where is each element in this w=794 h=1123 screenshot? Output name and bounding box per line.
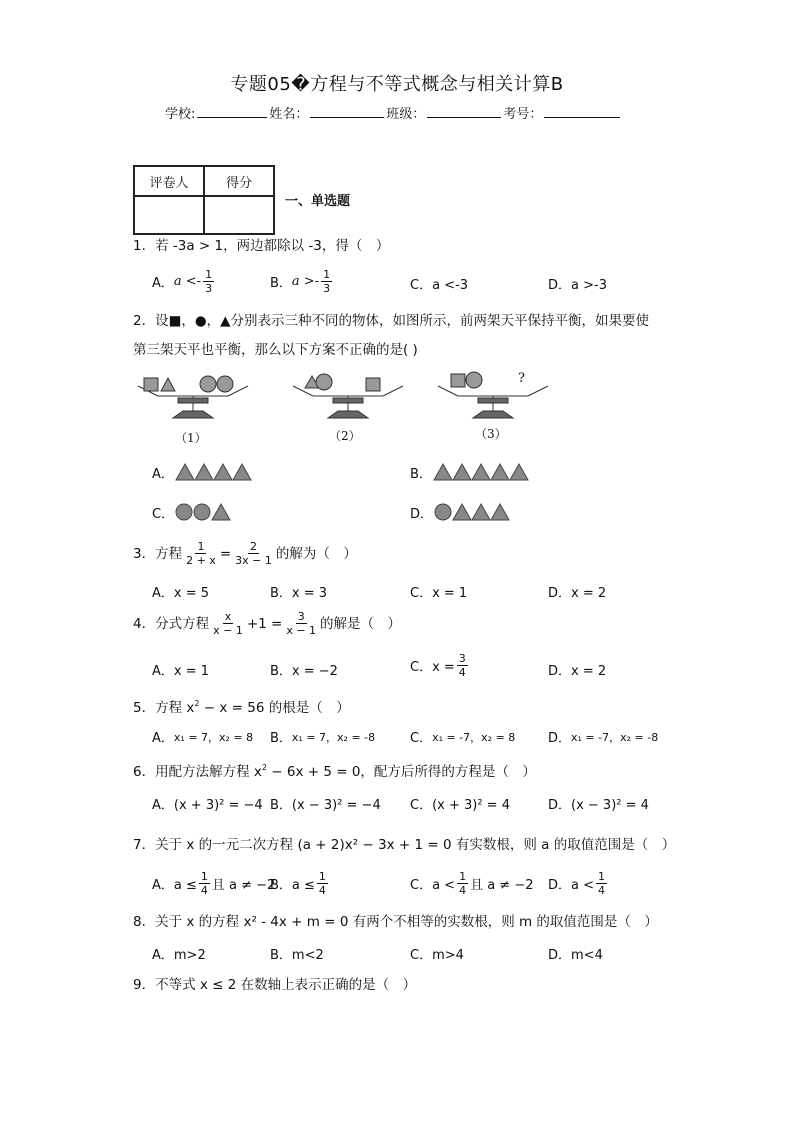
numerator: 2 bbox=[249, 540, 257, 553]
section-heading: 一、单选题 bbox=[285, 194, 351, 209]
numerator: 1 bbox=[323, 268, 331, 281]
option-text: C．a < bbox=[410, 878, 456, 893]
numerator: x bbox=[224, 610, 232, 623]
option-text: x₁ = -7，x₂ = 8 bbox=[432, 730, 516, 744]
option-text: D．a < bbox=[548, 878, 595, 893]
option-text: 且 a ≠ −2 bbox=[211, 878, 276, 893]
denominator: 4 bbox=[459, 884, 467, 897]
triangles-5-icon bbox=[432, 462, 530, 482]
fraction bbox=[184, 540, 218, 567]
option-letter: A． bbox=[152, 276, 174, 291]
denominator: 2 + x bbox=[186, 554, 216, 567]
school-field[interactable] bbox=[197, 103, 267, 118]
q1-option-a[interactable] bbox=[152, 268, 216, 295]
option-text: A．a ≤ bbox=[152, 878, 197, 893]
question-8-stem: 8．关于 x 的方程 x² - 4x + m = 0 有两个不相等的实数根，则 m 的取值范围是（ ） bbox=[133, 914, 658, 930]
page-title: 专题05�方程与不等式概念与相关计算B bbox=[230, 74, 564, 95]
q1-option-b[interactable] bbox=[270, 268, 334, 295]
class-label: 班级： bbox=[386, 107, 426, 122]
school-label: 学校: bbox=[165, 107, 196, 122]
q3-option-c[interactable]: C．x = 1 bbox=[410, 586, 468, 601]
class-field[interactable] bbox=[427, 103, 501, 118]
question-9-stem: 9．不等式 x ≤ 2 在数轴上表示正确的是（ ） bbox=[133, 977, 417, 993]
q3-option-a[interactable]: A．x = 5 bbox=[152, 586, 210, 601]
score-cell[interactable] bbox=[204, 196, 274, 234]
denominator: 4 bbox=[318, 884, 326, 897]
option-letter: B． bbox=[270, 731, 292, 746]
q7-option-c[interactable] bbox=[410, 870, 534, 897]
score-header: 得分 bbox=[204, 166, 274, 196]
q2-option-a[interactable] bbox=[152, 462, 254, 482]
stem-text: 5．方程 x bbox=[133, 700, 195, 716]
option-text: x₁ = -7，x₂ = -8 bbox=[571, 730, 659, 744]
q7-option-d[interactable] bbox=[548, 870, 609, 897]
denominator: x − 1 bbox=[213, 624, 243, 637]
scale-3-caption: （3） bbox=[475, 427, 507, 441]
circle-triangles-icon bbox=[433, 502, 513, 522]
scale-1-caption: （1） bbox=[175, 431, 207, 445]
fraction bbox=[233, 540, 274, 567]
option-letter: D． bbox=[548, 731, 572, 746]
option-letter: D． bbox=[410, 506, 434, 522]
stem-text: 的解是（ ） bbox=[320, 615, 402, 632]
option-letter: A． bbox=[152, 466, 174, 482]
option-letter: A． bbox=[152, 731, 174, 746]
q3-option-d[interactable]: D．x = 2 bbox=[548, 586, 607, 601]
option-text: a <- bbox=[173, 274, 202, 289]
balance-scales-figure bbox=[133, 366, 553, 448]
circles-triangle-icon bbox=[174, 502, 236, 522]
q8-option-a[interactable]: A．m>2 bbox=[152, 948, 206, 963]
q4-option-d[interactable]: D．x = 2 bbox=[548, 664, 607, 679]
stem-text: +1 = bbox=[246, 615, 283, 632]
q3-option-b[interactable]: B．x = 3 bbox=[270, 586, 328, 601]
numerator: 1 bbox=[197, 540, 205, 553]
fraction bbox=[457, 870, 468, 897]
question-1-stem: 1．若 -3a > 1，两边都除以 -3，得（ ） bbox=[133, 238, 390, 254]
q1-option-c[interactable]: C．a <-3 bbox=[410, 278, 469, 293]
numerator: 1 bbox=[200, 870, 208, 883]
scale-2-caption: （2） bbox=[329, 429, 361, 443]
question-6-stem bbox=[133, 758, 536, 782]
denominator: 4 bbox=[200, 884, 208, 897]
numerator: 1 bbox=[459, 870, 467, 883]
q8-option-b[interactable]: B．m<2 bbox=[270, 948, 324, 963]
student-info-line bbox=[165, 103, 622, 122]
numerator: 1 bbox=[318, 870, 326, 883]
fraction bbox=[457, 652, 468, 679]
number-label: 考号： bbox=[503, 107, 543, 122]
option-text: B．a ≤ bbox=[270, 878, 315, 893]
q2-option-d[interactable] bbox=[410, 502, 513, 522]
numerator: 3 bbox=[297, 610, 305, 623]
denominator: 3 bbox=[205, 282, 213, 295]
fraction bbox=[199, 870, 210, 897]
superscript: 2 bbox=[261, 763, 267, 772]
numerator: 1 bbox=[598, 870, 606, 883]
numerator: 3 bbox=[458, 652, 466, 665]
question-mark: ? bbox=[518, 371, 525, 386]
reviewer-cell[interactable] bbox=[134, 196, 204, 234]
q6-option-a[interactable]: A．(x + 3)² = −4 bbox=[152, 798, 263, 813]
fraction bbox=[321, 268, 332, 295]
fraction bbox=[203, 268, 214, 295]
q5-option-b[interactable] bbox=[270, 727, 375, 746]
score-table bbox=[133, 165, 275, 235]
q6-option-c[interactable]: C．(x + 3)² = 4 bbox=[410, 798, 510, 813]
option-letter: C． bbox=[152, 506, 175, 522]
q2-option-c[interactable] bbox=[152, 502, 236, 522]
question-4-stem bbox=[133, 610, 401, 637]
question-3-stem bbox=[133, 540, 357, 567]
option-text: a >- bbox=[291, 274, 320, 289]
fraction bbox=[317, 870, 328, 897]
stem-text: − 6x + 5 = 0，配方后所得的方程是（ ） bbox=[266, 764, 536, 780]
q5-option-a[interactable] bbox=[152, 727, 253, 746]
option-letter: C． bbox=[410, 731, 433, 746]
denominator: x − 1 bbox=[286, 624, 317, 637]
q4-option-b[interactable]: B．x = −2 bbox=[270, 664, 338, 679]
q1-option-d[interactable]: D．a >-3 bbox=[548, 278, 607, 293]
q4-option-c[interactable] bbox=[410, 652, 470, 679]
question-5-stem bbox=[133, 694, 350, 718]
q6-option-b[interactable]: B．(x − 3)² = −4 bbox=[270, 798, 381, 813]
question-2-stem-line1: 2．设■，●，▲分别表示三种不同的物体，如图所示，前两架天平保持平衡，如果要使 bbox=[133, 313, 650, 329]
q5-option-d[interactable] bbox=[548, 727, 658, 746]
question-7-stem: 7．关于 x 的一元二次方程 (a + 2)x² − 3x + 1 = 0 有实数根，则 a 的取值范围是（ ） bbox=[133, 837, 676, 853]
option-letter: B． bbox=[410, 466, 432, 482]
denominator: 4 bbox=[598, 884, 606, 897]
q7-option-a[interactable] bbox=[152, 870, 275, 897]
superscript: 2 bbox=[194, 699, 200, 708]
fraction bbox=[596, 870, 607, 897]
name-field[interactable] bbox=[310, 103, 384, 118]
option-text: x₁ = 7，x₂ = 8 bbox=[173, 730, 254, 744]
stem-text: 4．分式方程 bbox=[133, 615, 210, 632]
numerator: 1 bbox=[205, 268, 213, 281]
option-text: C．x = bbox=[410, 660, 455, 675]
denominator: 4 bbox=[458, 666, 466, 679]
stem-text: − x = 56 的根是（ ） bbox=[199, 700, 350, 716]
number-field[interactable] bbox=[544, 103, 620, 118]
fraction bbox=[211, 610, 245, 637]
q6-option-d[interactable]: D．(x − 3)² = 4 bbox=[548, 798, 649, 813]
denominator: 3 bbox=[323, 282, 331, 295]
question-2-stem-line2: 第三架天平也平衡，那么以下方案不正确的是( ) bbox=[133, 342, 418, 358]
q4-option-a[interactable]: A．x = 1 bbox=[152, 664, 210, 679]
option-letter: B． bbox=[270, 276, 292, 291]
name-label: 姓名： bbox=[269, 107, 309, 122]
stem-text: 6．用配方法解方程 x bbox=[133, 764, 262, 780]
q2-option-b[interactable] bbox=[410, 462, 530, 482]
q8-option-c[interactable]: C．m>4 bbox=[410, 948, 464, 963]
q7-option-b[interactable] bbox=[270, 870, 330, 897]
option-text: x₁ = 7，x₂ = -8 bbox=[291, 730, 376, 744]
denominator: 3x − 1 bbox=[235, 554, 272, 567]
fraction bbox=[284, 610, 318, 637]
option-text: 且 a ≠ −2 bbox=[470, 878, 534, 893]
q5-option-c[interactable] bbox=[410, 727, 515, 746]
equals-sign: = bbox=[219, 545, 232, 562]
q8-option-d[interactable]: D．m<4 bbox=[548, 948, 603, 963]
stem-text: 的解为（ ） bbox=[275, 545, 357, 562]
triangles-4-icon bbox=[174, 462, 254, 482]
stem-text: 3．方程 bbox=[133, 545, 183, 562]
reviewer-header: 评卷人 bbox=[134, 166, 204, 196]
